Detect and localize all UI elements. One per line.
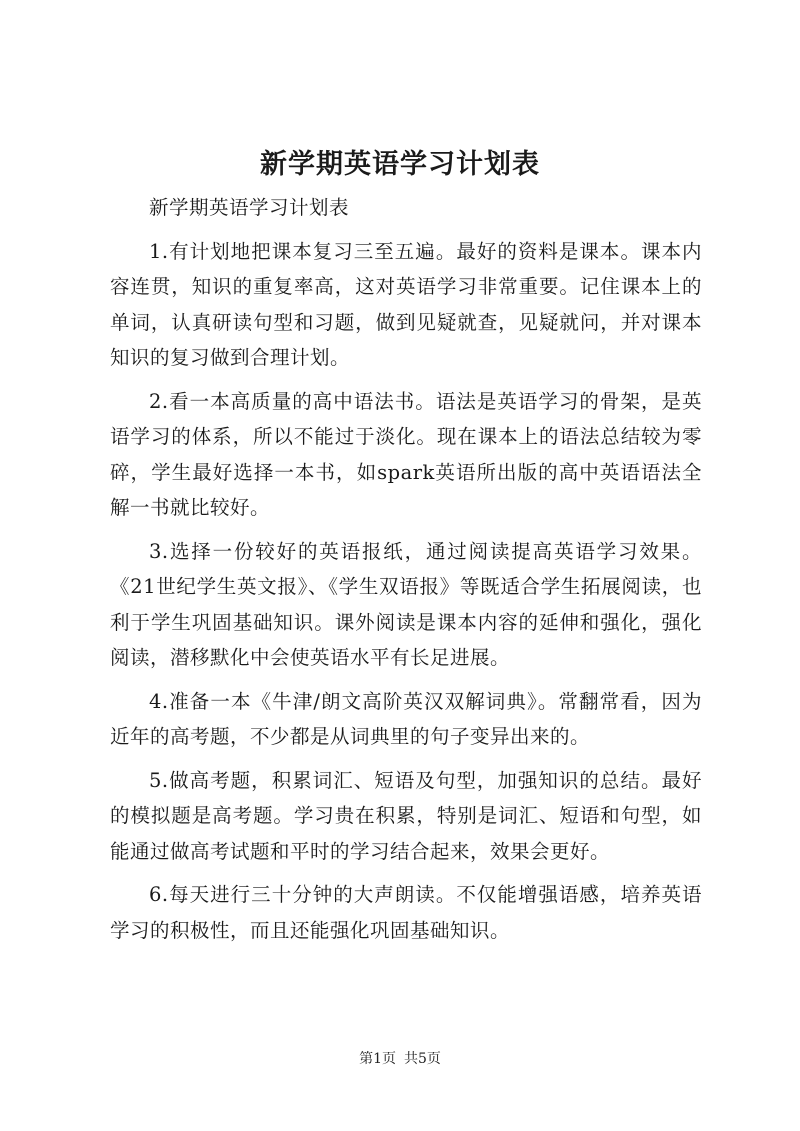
paragraph-subtitle: 新学期英语学习计划表 [149, 196, 350, 219]
paragraph-item-3: 3.选择一份较好的英语报纸，通过阅读提高英语学习效果。《21世纪学生英文报》、《学生双语报》等既适合学生拓展阅读，也利于学生巩固基础知识。课外阅读是课本内容的延伸和强化，强化阅读，潜移默化中会使英语水平有长足进展。 [110, 539, 702, 669]
page-number-current: 第1页 [359, 1051, 396, 1067]
page-number-total: 共5页 [404, 1051, 441, 1067]
document-title: 新学期英语学习计划表 [260, 149, 540, 180]
paragraph-item-2: 2.看一本高质量的高中语法书。语法是英语学习的骨架，是英语学习的体系，所以不能过于淡化。现在课本上的语法总结较为零碎，学生最好选择一本书，如spark英语所出版的高中英语语法全解一书就比较好。 [110, 389, 702, 519]
page-footer [0, 1048, 800, 1068]
paragraph-item-6: 6.每天进行三十分钟的大声朗读。不仅能增强语感，培养英语学习的积极性，而且还能强化巩固基础知识。 [110, 883, 702, 942]
paragraph-item-4: 4.准备一本《牛津/朗文高阶英汉双解词典》。常翻常看，因为近年的高考题，不少都是从词典里的句子变异出来的。 [110, 689, 702, 748]
paragraph-item-1: 1.有计划地把课本复习三至五遍。最好的资料是课本。课本内容连贯，知识的重复率高，这对英语学习非常重要。记住课本上的单词，认真研读句型和习题，做到见疑就查，见疑就问，并对课本知识的复习做到合理计划。 [110, 239, 702, 369]
paragraph-item-5: 5.做高考题，积累词汇、短语及句型，加强知识的总结。最好的模拟题是高考题。学习贵在积累，特别是词汇、短语和句型，如能通过做高考试题和平时的学习结合起来，效果会更好。 [110, 768, 702, 863]
document-body [110, 190, 702, 948]
